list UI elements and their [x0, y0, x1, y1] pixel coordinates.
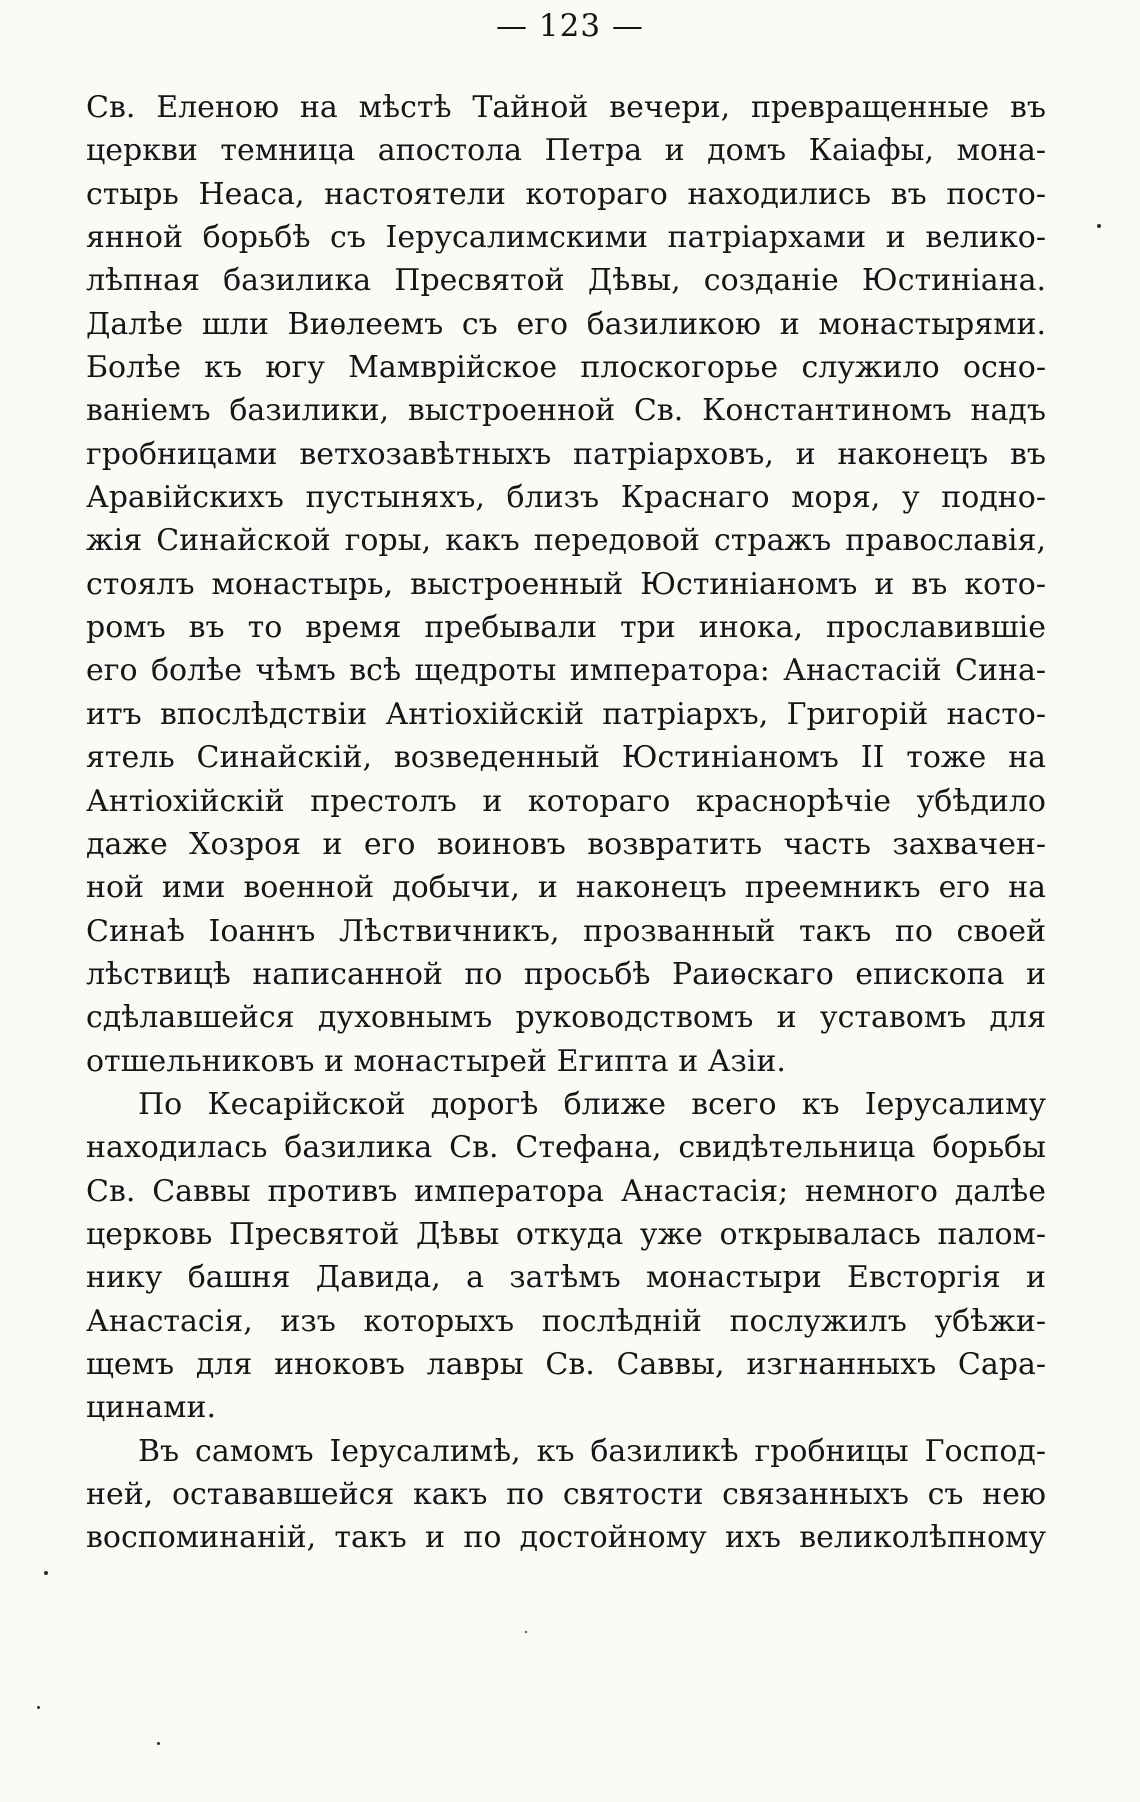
paragraph-first-line: Въ самомъ Іерусалимѣ, къ базиликѣ гробницы Господ-: [138, 1433, 1046, 1469]
text-line: его болѣе чѣмъ всѣ щедроты императора: Анастасій Сина-: [86, 653, 1046, 689]
scan-speck: [44, 1571, 48, 1575]
text-line: янной борьбѣ съ Іерусалимскими патріархами и велико-: [86, 220, 1046, 256]
text-line: Анастасія, изъ которыхъ послѣдній послужилъ убѣжи-: [86, 1303, 1046, 1339]
text-line: ней, остававшейся какъ по святости связанныхъ съ нею: [86, 1477, 1046, 1512]
scan-speck: [1097, 224, 1101, 228]
text-line: Антіохійскій престолъ и котораго краснорѣчіе убѣдило: [86, 783, 1046, 819]
text-line: нику башня Давида, а затѣмъ монастыри Евсторгія и: [86, 1260, 1046, 1296]
text-line: воспоминаній, такъ и по достойному ихъ великолѣпному: [86, 1520, 1046, 1556]
text-line: Св. Саввы противъ императора Анастасія; немного далѣе: [86, 1173, 1046, 1209]
text-line: находилась базилика Св. Стефана, свидѣтельница борьбы: [86, 1130, 1046, 1166]
text-line: стырь Неаса, настоятели котораго находились въ посто-: [86, 176, 1046, 212]
scan-speck: [525, 1631, 527, 1633]
scan-speck: [157, 1742, 160, 1745]
text-line: ной ими военной добычи, и наконецъ преемникъ его на: [86, 870, 1046, 906]
text-line: церковь Пресвятой Дѣвы откуда уже открывалась палом-: [86, 1216, 1046, 1252]
text-line: ромъ въ то время пребывали три инока, прославившіе: [86, 610, 1046, 646]
text-line: Болѣе къ югу Мамврійское плоскогорье служило осно-: [86, 350, 1046, 386]
text-line: лѣствицѣ написанной по просьбѣ Раиѳскаго епископа и: [86, 956, 1046, 992]
text-line: Синаѣ Іоаннъ Лѣствичникъ, прозванный такъ по своей: [86, 913, 1046, 949]
text-line: ваніемъ базилики, выстроенной Св. Константиномъ надъ: [86, 393, 1046, 429]
paragraph-end-line: отшельниковъ и монастырей Египта и Азіи.: [86, 1043, 786, 1079]
text-line: стоялъ монастырь, выстроенный Юстиніаномъ и въ кото-: [86, 566, 1046, 602]
text-line: Далѣе шли Виѳлеемъ съ его базиликою и монастырями.: [86, 306, 1046, 342]
text-line: итъ впослѣдствіи Антіохійскій патріархъ, Григорій насто-: [86, 696, 1046, 732]
text-line: гробницами ветхозавѣтныхъ патріарховъ, и наконецъ въ: [86, 436, 1046, 472]
scan-speck: [37, 1706, 40, 1709]
body-text: [86, 86, 1046, 1560]
text-line: Аравійскихъ пустыняхъ, близъ Краснаго моря, у подно-: [86, 480, 1046, 516]
paragraph-end-line: цинами.: [86, 1390, 217, 1426]
page-number: — 123 —: [496, 8, 644, 44]
paragraph-first-line: По Кесарійской дорогѣ ближе всего къ Іерусалиму: [138, 1086, 1046, 1122]
text-line: церкви темница апостола Петра и домъ Каіафы, мона-: [86, 133, 1046, 169]
text-line: жія Синайской горы, какъ передовой стражъ православія,: [86, 523, 1046, 559]
text-line: лѣпная базилика Пресвятой Дѣвы, созданіе Юстиніана.: [86, 263, 1046, 299]
text-line: Св. Еленою на мѣстѣ Тайной вечери, превращенные въ: [86, 90, 1046, 125]
text-line: щемъ для иноковъ лавры Св. Саввы, изгнанныхъ Сара-: [86, 1346, 1046, 1382]
text-line: даже Хозроя и его воиновъ возвратить часть захвачен-: [86, 826, 1046, 862]
text-line: сдѣлавшейся духовнымъ руководствомъ и уставомъ для: [86, 1000, 1046, 1036]
text-line: ятель Синайскій, возведенный Юстиніаномъ II тоже на: [86, 740, 1046, 776]
